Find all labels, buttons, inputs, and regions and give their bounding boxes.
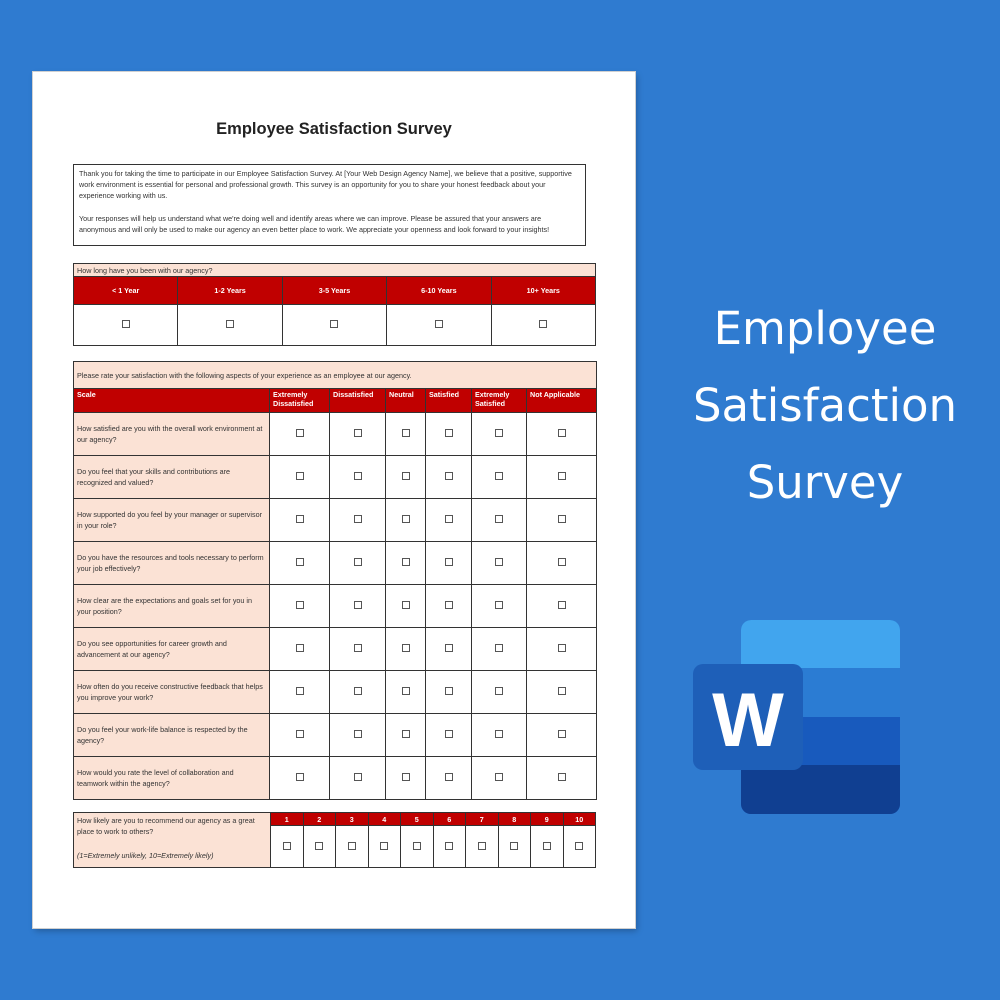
recommend-question-cell: [74, 813, 271, 868]
rating-checkbox[interactable]: [402, 687, 410, 695]
rating-question-row: [74, 671, 597, 714]
rating-checkbox[interactable]: [296, 472, 304, 480]
rating-instruction: Please rate your satisfaction with the following aspects of your experience as an employee at our agency.: [74, 362, 597, 389]
rating-checkbox[interactable]: [495, 730, 503, 738]
rating-checkbox[interactable]: [354, 429, 362, 437]
rating-question: Do you feel your work-life balance is respected by the agency?: [74, 714, 270, 757]
rating-checkbox[interactable]: [296, 515, 304, 523]
rating-question: How often do you receive constructive feedback that helps you improve your work?: [74, 671, 270, 714]
rating-checkbox[interactable]: [558, 644, 566, 652]
word-band-top: [741, 620, 900, 668]
recommend-checkbox[interactable]: [543, 842, 551, 850]
rating-question: How satisfied are you with the overall work environment at our agency?: [74, 413, 270, 456]
rating-question: How clear are the expectations and goals set for you in your position?: [74, 585, 270, 628]
rating-checkbox[interactable]: [495, 558, 503, 566]
tenure-checkbox[interactable]: [122, 320, 130, 328]
rating-checkbox[interactable]: [296, 429, 304, 437]
recommend-checkbox[interactable]: [478, 842, 486, 850]
rating-checkbox[interactable]: [354, 515, 362, 523]
rating-question: Do you have the resources and tools necessary to perform your job effectively?: [74, 542, 270, 585]
tenure-option: 6-10 Years: [387, 277, 491, 305]
tenure-checkbox[interactable]: [330, 320, 338, 328]
tenure-checkbox[interactable]: [539, 320, 547, 328]
rating-column-header: Extremely Dissatisfied: [270, 389, 330, 413]
scale-number: 8: [498, 813, 531, 826]
rating-checkbox[interactable]: [296, 730, 304, 738]
recommend-checkbox[interactable]: [315, 842, 323, 850]
scale-number: 1: [271, 813, 304, 826]
rating-question: How would you rate the level of collaboration and teamwork within the agency?: [74, 757, 270, 800]
rating-checkbox[interactable]: [495, 687, 503, 695]
rating-checkbox[interactable]: [495, 644, 503, 652]
recommend-table: [73, 812, 596, 868]
rating-checkbox[interactable]: [445, 687, 453, 695]
rating-question: How supported do you feel by your manager or supervisor in your role?: [74, 499, 270, 542]
tenure-checkbox[interactable]: [226, 320, 234, 328]
rating-checkbox[interactable]: [354, 558, 362, 566]
rating-question-row: [74, 542, 597, 585]
rating-checkbox[interactable]: [402, 730, 410, 738]
rating-column-header: Extremely Satisfied: [472, 389, 527, 413]
intro-paragraph: Your responses will help us understand what we're doing well and identify areas where we can improve. Please be assured that your answers are anonymous and will only be used to make our agency an even better place to work. We appreciate your openness and look forward to your insights!: [79, 213, 550, 234]
rating-checkbox[interactable]: [296, 601, 304, 609]
rating-checkbox[interactable]: [402, 472, 410, 480]
tenure-option: 10+ Years: [491, 277, 595, 305]
rating-checkbox[interactable]: [558, 601, 566, 609]
rating-checkbox[interactable]: [445, 558, 453, 566]
document-page: [33, 72, 635, 928]
rating-question-row: [74, 585, 597, 628]
promo-title-line: Satisfaction: [692, 379, 958, 432]
scale-number: 5: [401, 813, 434, 826]
rating-checkbox[interactable]: [296, 687, 304, 695]
recommend-note: (1=Extremely unlikely, 10=Extremely likely): [77, 851, 214, 860]
scale-number: 10: [563, 813, 596, 826]
rating-column-header: Satisfied: [426, 389, 472, 413]
word-band-bottom: [741, 765, 900, 814]
rating-checkbox[interactable]: [495, 429, 503, 437]
scale-number: 6: [433, 813, 466, 826]
rating-checkbox[interactable]: [558, 773, 566, 781]
rating-checkbox[interactable]: [445, 644, 453, 652]
rating-checkbox[interactable]: [402, 429, 410, 437]
rating-checkbox[interactable]: [495, 601, 503, 609]
rating-checkbox[interactable]: [495, 773, 503, 781]
recommend-checkbox[interactable]: [283, 842, 291, 850]
promo-title-line: Survey: [746, 456, 904, 509]
scale-number: 2: [303, 813, 336, 826]
rating-column-header: Not Applicable: [527, 389, 597, 413]
rating-checkbox[interactable]: [558, 730, 566, 738]
tenure-option: 1-2 Years: [178, 277, 282, 305]
rating-checkbox[interactable]: [402, 601, 410, 609]
rating-checkbox[interactable]: [445, 773, 453, 781]
tenure-option: 3-5 Years: [282, 277, 386, 305]
rating-checkbox[interactable]: [354, 773, 362, 781]
page-title: Employee Satisfaction Survey: [216, 120, 452, 138]
rating-checkbox[interactable]: [495, 515, 503, 523]
recommend-checkbox[interactable]: [380, 842, 388, 850]
rating-checkbox[interactable]: [402, 773, 410, 781]
rating-checkbox[interactable]: [445, 730, 453, 738]
rating-checkbox[interactable]: [445, 601, 453, 609]
rating-question-row: [74, 413, 597, 456]
rating-checkbox[interactable]: [558, 515, 566, 523]
rating-checkbox[interactable]: [354, 472, 362, 480]
rating-question: Do you see opportunities for career growth and advancement at our agency?: [74, 628, 270, 671]
rating-checkbox[interactable]: [296, 558, 304, 566]
scale-number: 3: [336, 813, 369, 826]
rating-checkbox[interactable]: [402, 558, 410, 566]
rating-checkbox[interactable]: [495, 472, 503, 480]
recommend-checkbox[interactable]: [510, 842, 518, 850]
rating-checkbox[interactable]: [354, 730, 362, 738]
scale-number: 7: [466, 813, 499, 826]
intro-paragraph: Thank you for taking the time to participate in our Employee Satisfaction Survey. At [Your Web Design Agency Name], we believe that a positive, supportive work environment is essential for personal and professional growth. This survey is an opportunity for you to share your honest feedback about your experience working with us.: [79, 169, 572, 201]
rating-question: Do you feel that your skills and contributions are recognized and valued?: [74, 456, 270, 499]
scale-header: Scale: [74, 389, 270, 413]
rating-question-row: [74, 628, 597, 671]
rating-checkbox[interactable]: [445, 515, 453, 523]
rating-question-row: [74, 714, 597, 757]
tenure-table: [73, 263, 596, 346]
recommend-checkbox[interactable]: [575, 842, 583, 850]
rating-checkbox[interactable]: [445, 429, 453, 437]
rating-checkbox[interactable]: [354, 644, 362, 652]
rating-checkbox[interactable]: [402, 644, 410, 652]
scale-number: 4: [368, 813, 401, 826]
rating-checkbox[interactable]: [558, 472, 566, 480]
tenure-option: < 1 Year: [74, 277, 178, 305]
rating-checkbox[interactable]: [296, 644, 304, 652]
rating-question-row: [74, 757, 597, 800]
rating-question-row: [74, 456, 597, 499]
tenure-checkbox[interactable]: [435, 320, 443, 328]
promo-title: [650, 290, 1000, 521]
recommend-checkbox[interactable]: [445, 842, 453, 850]
rating-checkbox[interactable]: [354, 601, 362, 609]
rating-checkbox[interactable]: [445, 472, 453, 480]
rating-checkbox[interactable]: [558, 429, 566, 437]
rating-table: [73, 361, 597, 800]
rating-checkbox[interactable]: [402, 515, 410, 523]
scale-number: 9: [531, 813, 564, 826]
rating-checkbox[interactable]: [558, 558, 566, 566]
rating-checkbox[interactable]: [354, 687, 362, 695]
tenure-question: How long have you been with our agency?: [74, 264, 596, 277]
rating-question-row: [74, 499, 597, 542]
rating-column-header: Neutral: [386, 389, 426, 413]
recommend-question: How likely are you to recommend our agency as a great place to work to others?: [77, 816, 255, 836]
intro-box: [73, 164, 586, 246]
word-letter: W: [712, 678, 784, 763]
microsoft-word-icon: [693, 620, 900, 814]
rating-checkbox[interactable]: [558, 687, 566, 695]
rating-checkbox[interactable]: [296, 773, 304, 781]
promo-title-line: Employee: [713, 302, 937, 355]
recommend-checkbox[interactable]: [413, 842, 421, 850]
recommend-checkbox[interactable]: [348, 842, 356, 850]
rating-column-header: Dissatisfied: [330, 389, 386, 413]
